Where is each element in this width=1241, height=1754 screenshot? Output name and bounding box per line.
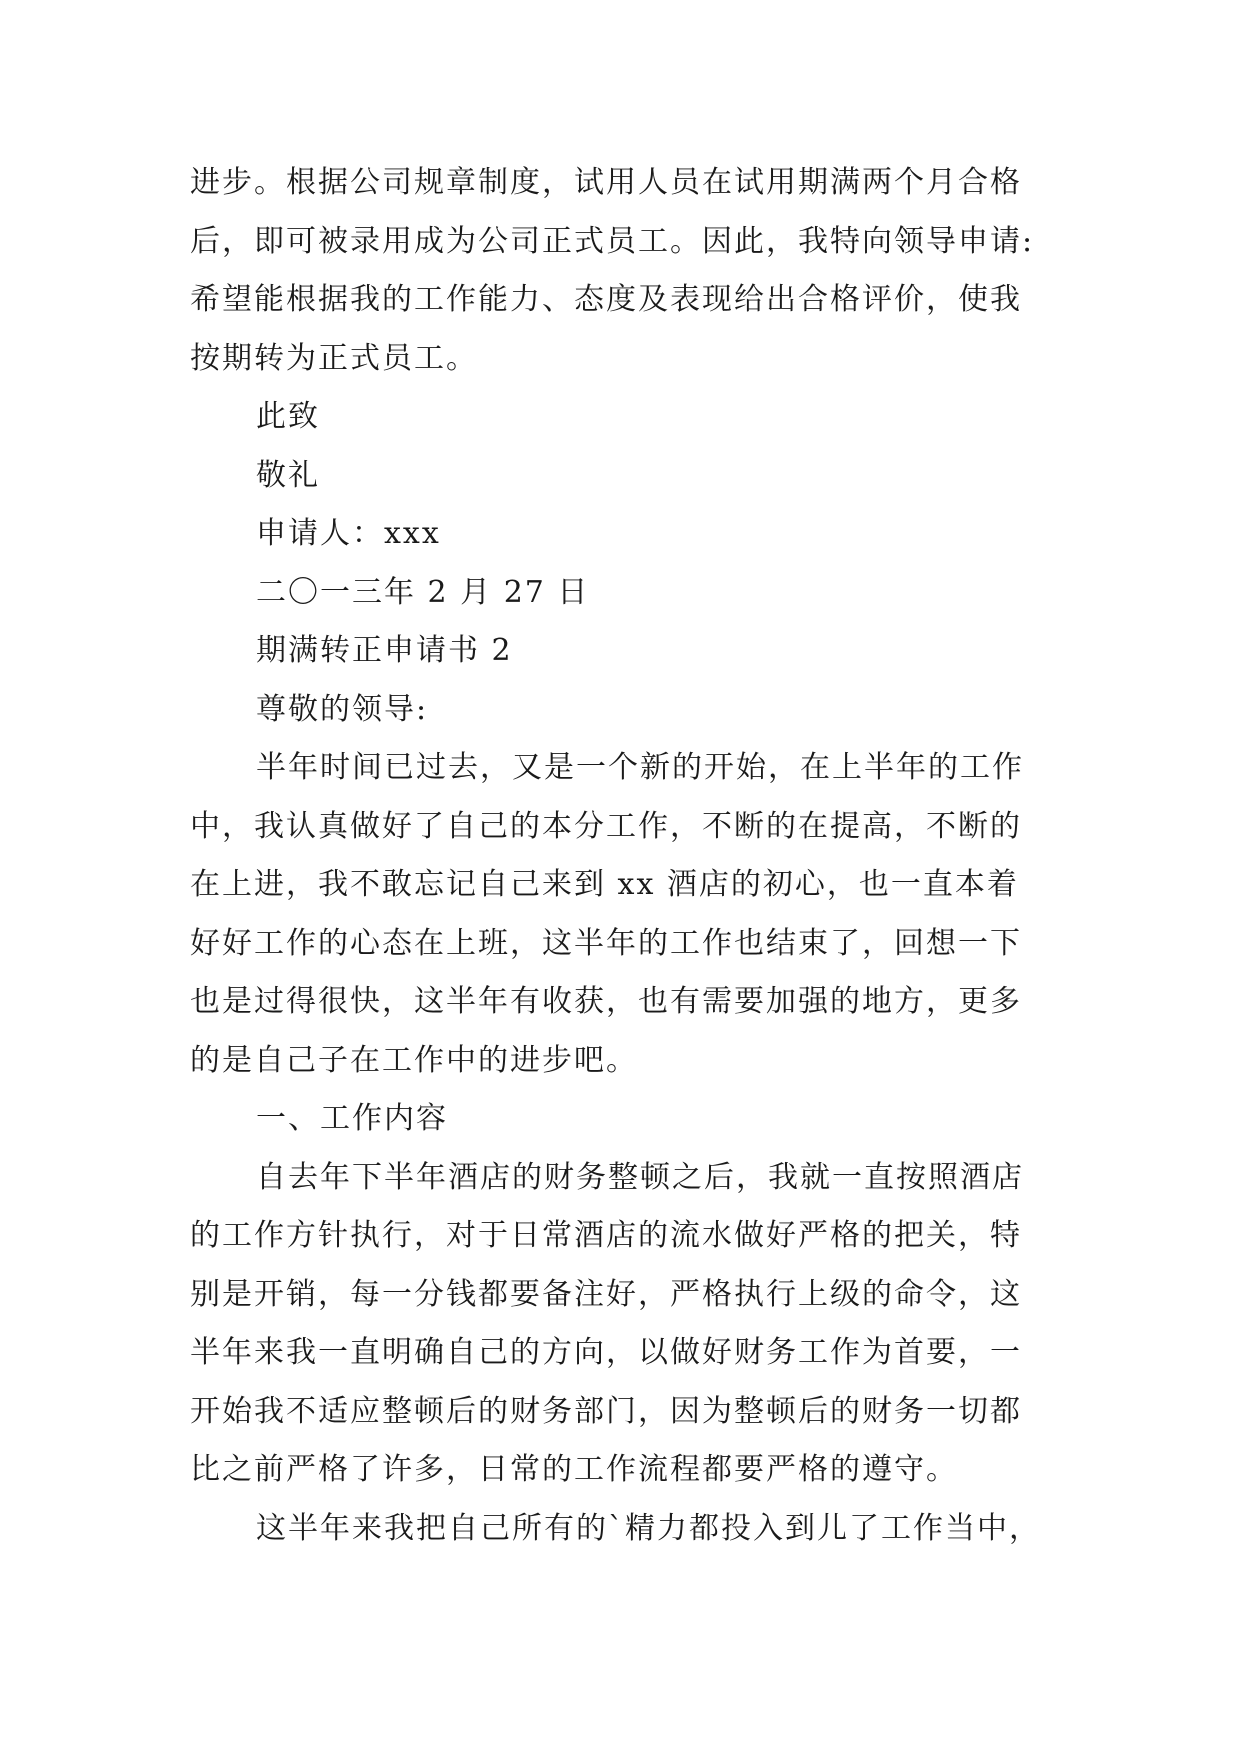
- document-body: [190, 154, 1070, 1558]
- text-line: 比之前严格了许多，日常的工作流程都要严格的遵守。: [190, 1452, 958, 1487]
- application-date: 二〇一三年 2 月 27 日: [256, 574, 590, 610]
- text-line: 希望能根据我的工作能力、态度及表现给出合格评价，使我: [190, 282, 1022, 317]
- text-line: 开始我不适应整顿后的财务部门，因为整顿后的财务一切都: [190, 1393, 1022, 1429]
- text-line: 别是开销，每一分钱都要备注好，严格执行上级的命令，这: [190, 1276, 1022, 1312]
- closing-salutation: 此致: [256, 399, 320, 434]
- text-line: 后，即可被录用成为公司正式员工。因此，我特向领导申请:: [190, 223, 1035, 259]
- text-line: 的是自己子在工作中的进步吧。: [190, 1042, 638, 1078]
- text-line: 半年时间已过去，又是一个新的开始，在上半年的工作: [256, 750, 1024, 785]
- text-line: 也是过得很快，这半年有收获，也有需要加强的地方，更多: [190, 984, 1022, 1019]
- text-line: 进步。根据公司规章制度，试用人员在试用期满两个月合格: [190, 165, 1022, 200]
- text-line: 中，我认真做好了自己的本分工作，不断的在提高，不断的: [190, 808, 1022, 844]
- applicant-signature: 申请人：xxx: [256, 516, 441, 551]
- text-line: 按期转为正式员工。: [190, 340, 478, 376]
- text-line: 这半年来我把自己所有的`精力都投入到儿了工作当中，: [256, 1510, 1041, 1546]
- greeting: 尊敬的领导:: [256, 691, 429, 727]
- text-line: 的工作方针执行，对于日常酒店的流水做好严格的把关，特: [190, 1218, 1022, 1253]
- text-line: 自去年下半年酒店的财务整顿之后，我就一直按照酒店: [256, 1159, 1024, 1195]
- text-line: 半年来我一直明确自己的方向，以做好财务工作为首要，一: [190, 1335, 1022, 1370]
- subsection-heading: 一、工作内容: [256, 1101, 448, 1136]
- section-title: 期满转正申请书 2: [256, 633, 513, 668]
- closing-regards: 敬礼: [256, 457, 320, 493]
- text-line: 好好工作的心态在上班，这半年的工作也结束了，回想一下: [190, 925, 1022, 961]
- text-line: 在上进，我不敢忘记自己来到 xx 酒店的初心，也一直本着: [190, 867, 1019, 902]
